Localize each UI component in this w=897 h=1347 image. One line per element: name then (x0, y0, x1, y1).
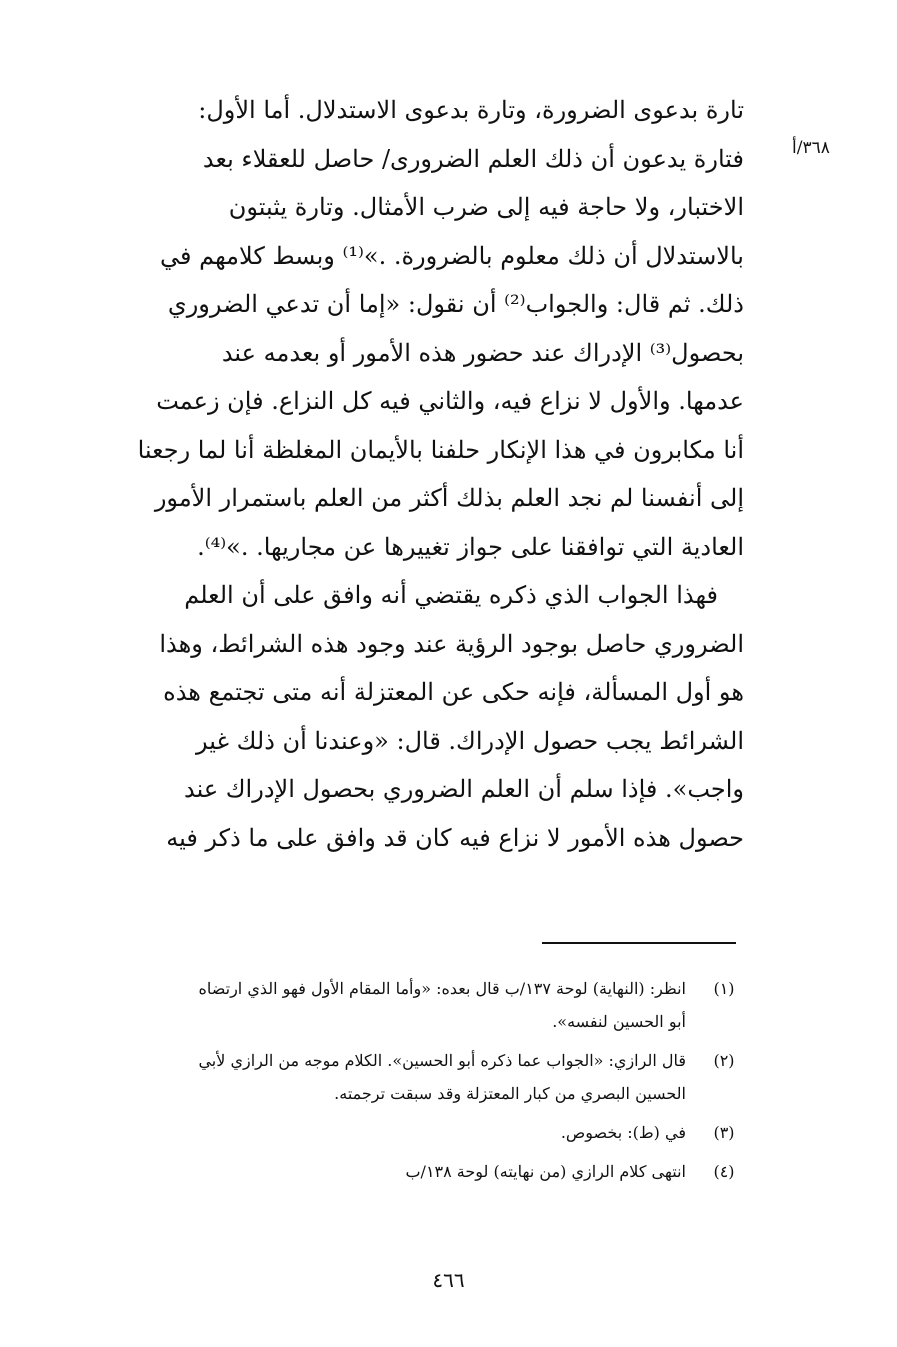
text-line: إلى أنفسنا لم نجد العلم بذلك أكثر من العلم باستمرار الأمور (154, 484, 744, 512)
footnote-text-line: في (ط): بخصوص. (560, 1123, 686, 1142)
text-line: عدمها. والأول لا نزاع فيه، والثاني فيه كل النزاع. فإن زعمت (156, 387, 744, 415)
text-line: الاختبار، ولا حاجة فيه إلى ضرب الأمثال. وتارة يثبتون (228, 193, 744, 221)
text-line: فتارة يدعون أن ذلك العلم الضرورى/ حاصل للعقلاء بعد (202, 144, 744, 173)
footnote-number: (٢) (713, 1051, 735, 1070)
footnote-text-line: قال الرازي: «الجواب عما ذكره أبو الحسين». الكلام موجه من الرازي لأبي (198, 1051, 686, 1070)
main-text-block (72, 86, 744, 862)
footnote-2 (60, 1044, 744, 1110)
text-line: حصول هذه الأمور لا نزاع فيه كان قد وافق على ما ذكر فيه (166, 823, 744, 852)
footnote-text-line: انتهى كلام الرازي (من نهايته) لوحة ١٣٨/ب (405, 1162, 686, 1181)
text-line: الضروري حاصل بوجود الرؤية عند وجود هذه الشرائط، وهذا (159, 629, 744, 658)
footnote-3 (60, 1116, 744, 1149)
margin-folio-reference: ٣٦٨/أ (792, 138, 830, 158)
footnote-4 (60, 1155, 744, 1188)
footnote-number: (٣) (713, 1123, 735, 1142)
footnote-number: (١) (713, 979, 735, 998)
footnote-number: (٤) (713, 1162, 735, 1181)
page-number: ٤٦٦ (432, 1268, 465, 1292)
text-line: تارة بدعوى الضرورة، وتارة بدعوى الاستدلال. أما الأول: (198, 96, 744, 124)
text-line: بالاستدلال أن ذلك معلوم بالضرورة. .»⁽¹⁾ وبسط كلامهم في (160, 241, 744, 270)
text-line-paragraph-start: فهذا الجواب الذي ذكره يقتضي أنه وافق على أن العلم (184, 581, 718, 609)
text-line: العادية التي توافقنا على جواز تغييرها عن مجاريها. .»⁽⁴⁾. (197, 532, 744, 561)
footnote-separator-rule (542, 942, 736, 944)
footnotes-block (60, 972, 744, 1194)
text-line: هو أول المسألة، فإنه حكى عن المعتزلة أنه متى تجتمع هذه (163, 678, 744, 706)
footnote-text-line: الحسين البصري من كبار المعتزلة وقد سبقت ترجمته. (334, 1084, 686, 1103)
text-line: أنا مكابرون في هذا الإنكار حلفنا بالأيمان المغلظة أنا لما رجعنا (137, 435, 744, 464)
footnote-text-line: انظر: (النهاية) لوحة ١٣٧/ب قال بعده: «وأما المقام الأول فهو الذي ارتضاه (198, 979, 686, 998)
footnote-text-line: أبو الحسين لنفسه». (552, 1012, 686, 1031)
text-line: واجب». فإذا سلم أن العلم الضروري بحصول الإدراك عند (183, 775, 744, 803)
text-line: الشرائط يجب حصول الإدراك. قال: «وعندنا أن ذلك غير (195, 726, 744, 755)
footnote-1 (60, 972, 744, 1038)
text-line: بحصول⁽³⁾ الإدراك عند حضور هذه الأمور أو بعدمه عند (221, 338, 744, 367)
text-line: ذلك. ثم قال: والجواب⁽²⁾ أن نقول: «إما أن تدعي الضروري (167, 290, 744, 318)
